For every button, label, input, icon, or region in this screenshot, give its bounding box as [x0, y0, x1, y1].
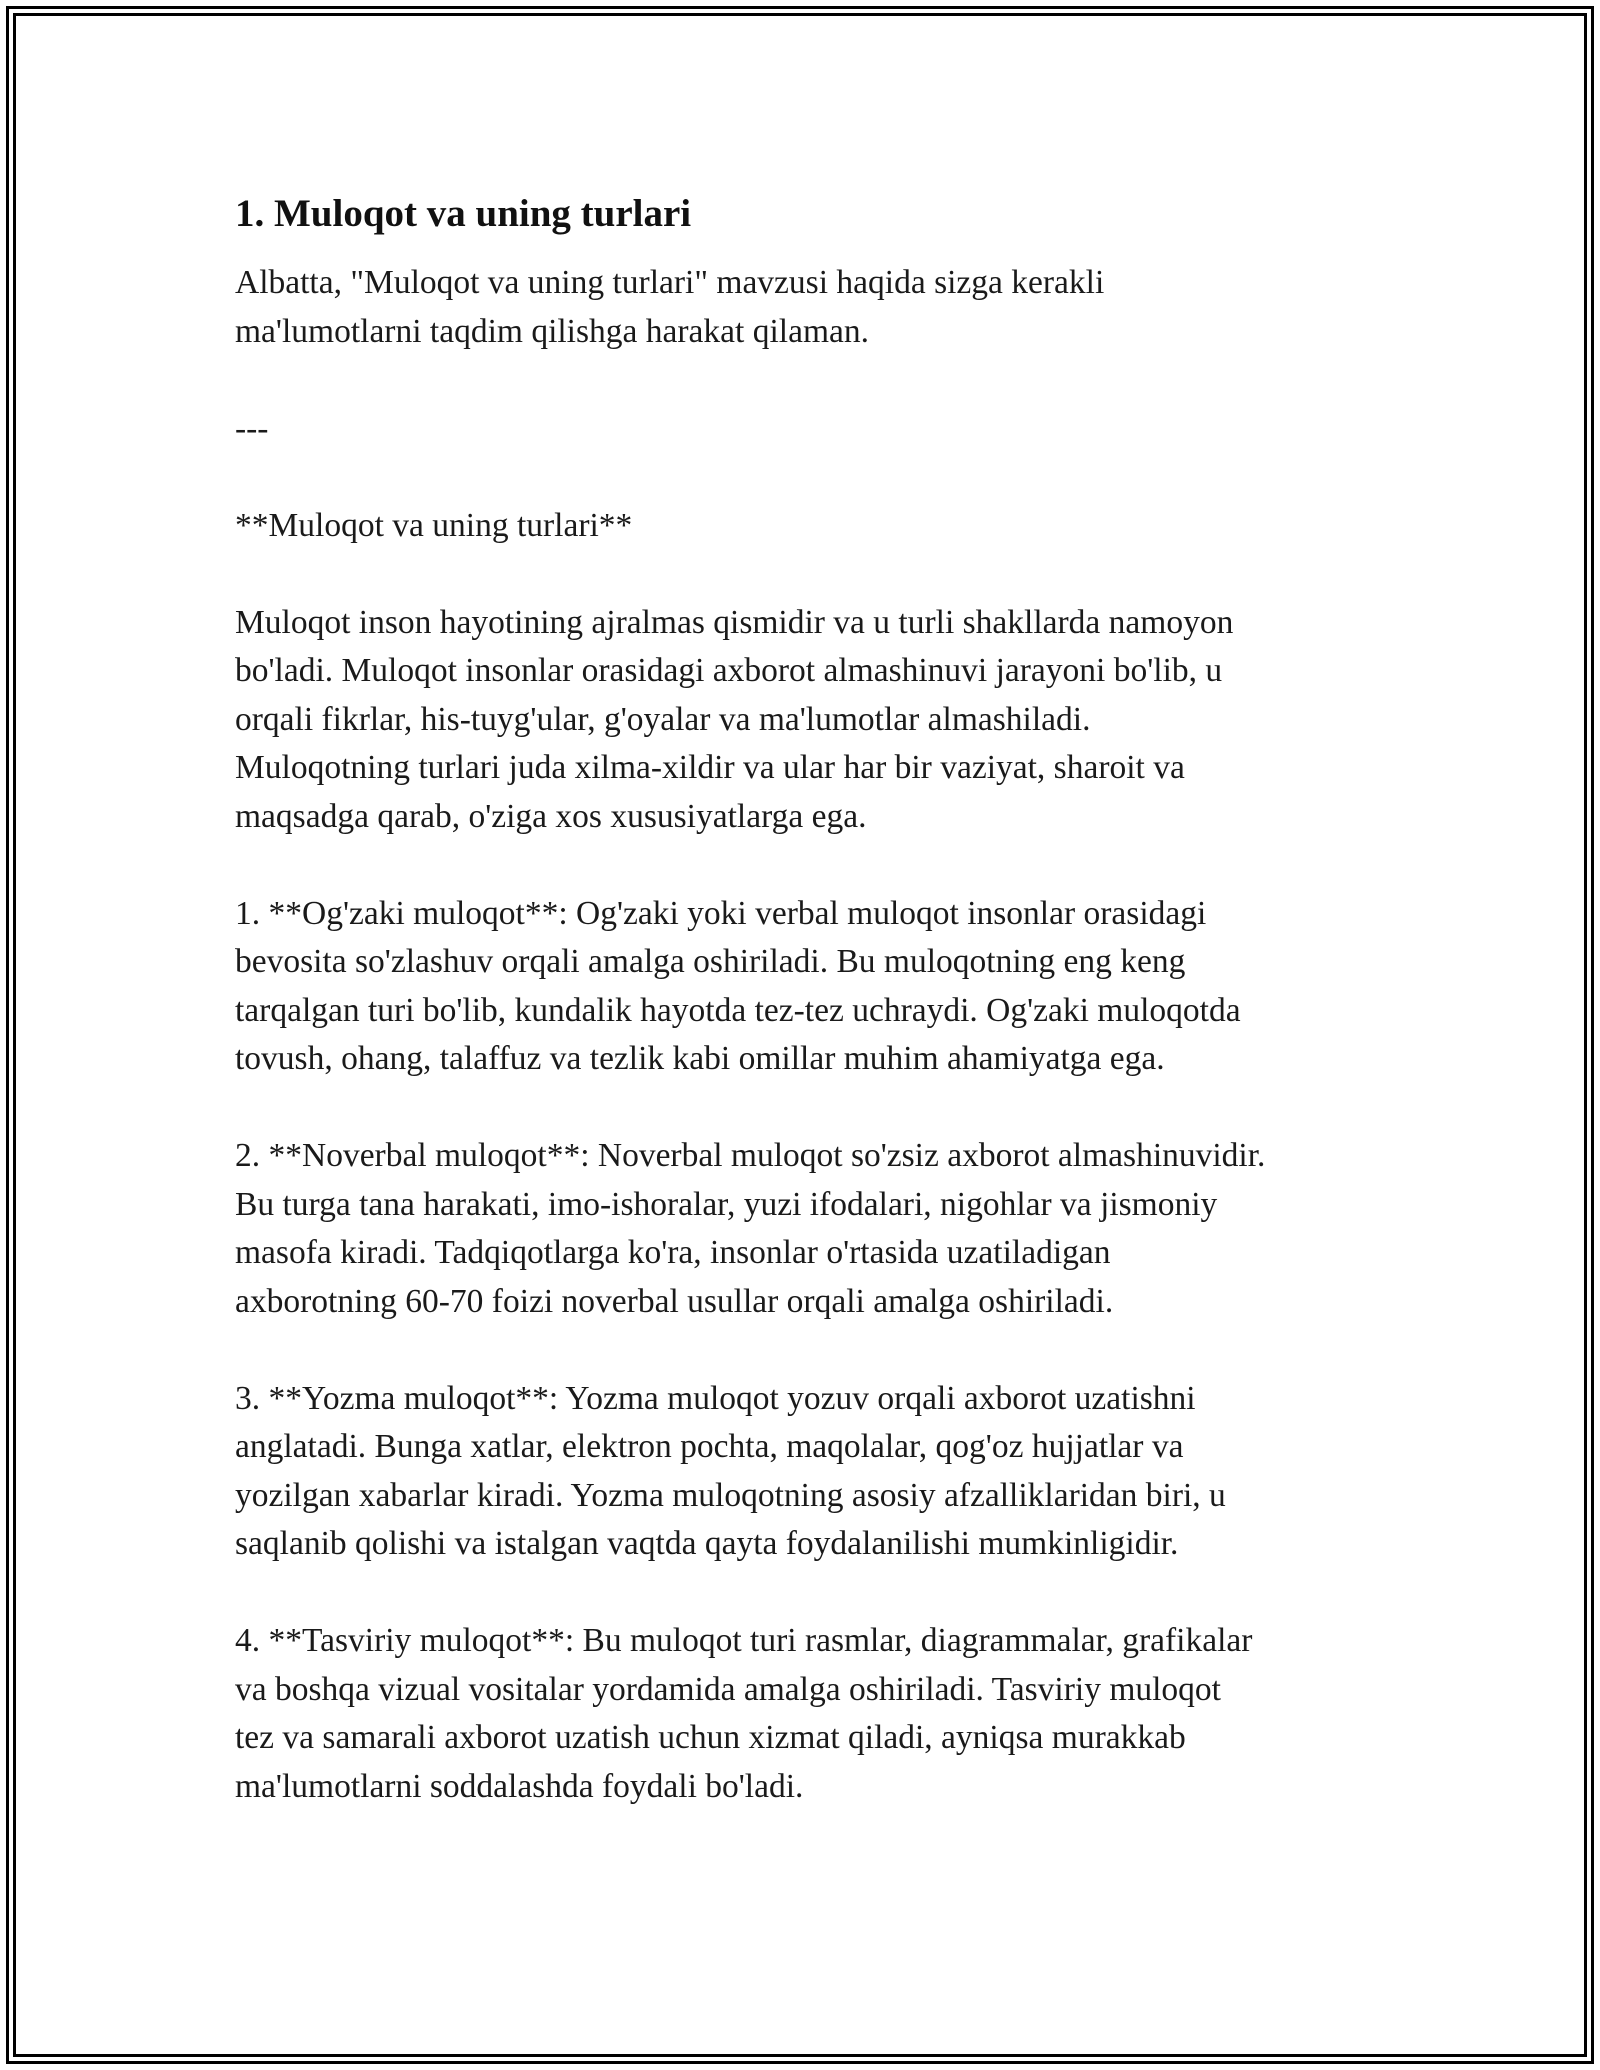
spacer: [235, 841, 1375, 890]
list-item-written: 3. **Yozma muloqot**: Yozma muloqot yozuv orqali axborot uzatishni anglatadi. Bunga xatlar, elektron pochta, maqolalar, qog'oz hujjatlar va yozilgan xabarlar kiradi. Yozma muloqotning asosiy afzalliklaridan biri, u saqlanib qolishi va istalgan vaqtda qayta foydalanilishi mumkinligidir.: [235, 1379, 1226, 1562]
body-paragraph: Muloqot inson hayotining ajralmas qismidir va u turli shakllarda namoyon bo'ladi. Muloqot insonlar orasidagi axborot almashinuvi jarayoni bo'lib, u orqali fikrlar, his-tuyg'ular, g'oyalar va ma'lumotlar almashiladi. Muloqotning turlari juda xilma-xildir va ular har bir vaziyat, sharoit va maqsadga qarab, o'ziga xos xususiyatlarga ega.: [235, 603, 1234, 835]
list-item-nonverbal: 2. **Noverbal muloqot**: Noverbal muloqot so'zsiz axborot almashinuvidir. Bu turga tana harakati, imo-ishoralar, yuzi ifodalari, nigohlar va jismoniy masofa kiradi. Tadqiqotlarga ko'ra, insonlar o'rtasida uzatiladigan axborotning 60-70 foizi noverbal usullar orqali amalga oshiriladi.: [235, 1137, 1266, 1320]
page-title: 1. Muloqot va uning turlari: [235, 192, 692, 235]
subheading: **Muloqot va uning turlari**: [235, 506, 633, 544]
separator-line: ---: [235, 409, 269, 447]
spacer: [235, 1326, 1375, 1375]
document-body: [235, 190, 1375, 1811]
spacer: [235, 356, 1375, 405]
spacer: [235, 550, 1375, 599]
intro-paragraph: Albatta, "Muloqot va uning turlari" mavzusi haqida sizga kerakli ma'lumotlarni taqdim qilishga harakat qilaman.: [235, 264, 1105, 350]
list-item-oral: 1. **Og'zaki muloqot**: Og'zaki yoki verbal muloqot insonlar orasidagi bevosita so'zlashuv orqali amalga oshiriladi. Bu muloqotning eng keng tarqalgan turi bo'lib, kundalik hayotda tez-tez uchraydi. Og'zaki muloqotda tovush, ohang, talaffuz va tezlik kabi omillar muhim ahamiyatga ega.: [235, 894, 1241, 1077]
spacer: [235, 453, 1375, 502]
spacer: [235, 1569, 1375, 1618]
spacer: [235, 1084, 1375, 1133]
list-item-visual: 4. **Tasviriy muloqot**: Bu muloqot turi rasmlar, diagrammalar, grafikalar va boshqa vizual vositalar yordamida amalga oshiriladi. Tasviriy muloqot tez va samarali axborot uzatish uchun xizmat qiladi, ayniqsa murakkab ma'lumotlarni soddalashda foydali bo'ladi.: [235, 1622, 1253, 1805]
